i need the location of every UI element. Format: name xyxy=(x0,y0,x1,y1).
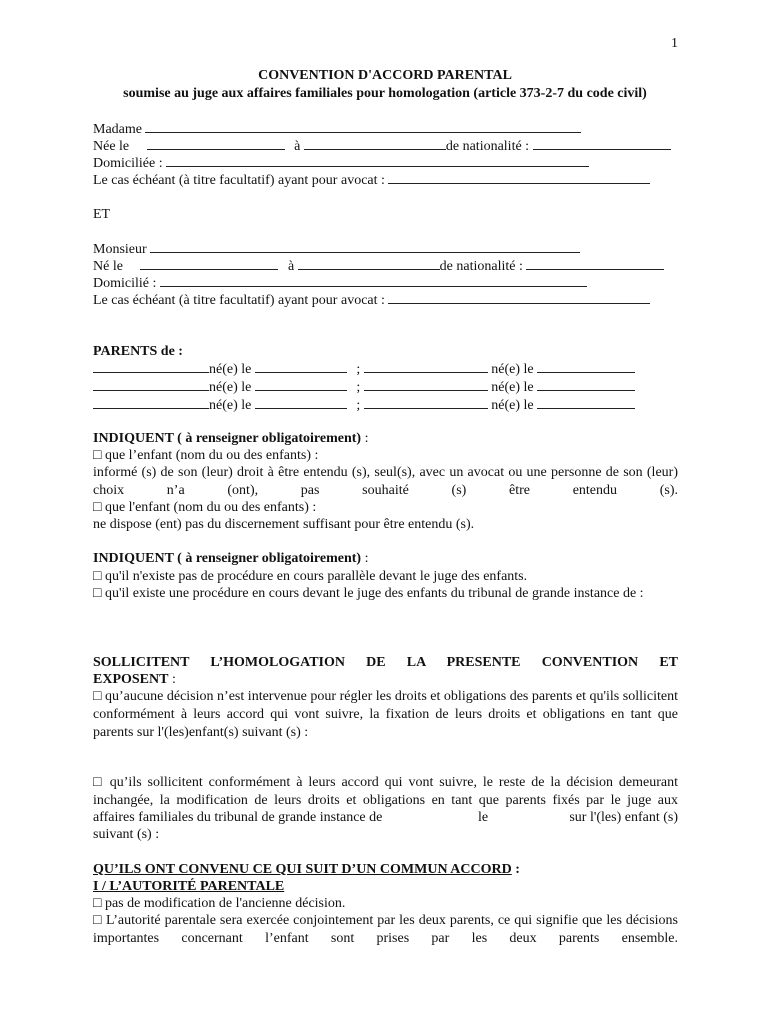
child-ne-label: né(e) le xyxy=(491,362,534,377)
madame-domicile-line xyxy=(93,154,589,172)
child-birthdate-field[interactable] xyxy=(255,360,347,373)
madame-nationalite-label: de nationalité : xyxy=(445,139,530,154)
sollicitent-option-2-line-3: suivant (s) : xyxy=(93,827,160,842)
section-autorite-parentale: I / L’AUTORITÉ PARENTALE xyxy=(93,879,285,894)
child-name-field[interactable] xyxy=(364,378,488,391)
child-separator: ; xyxy=(356,380,361,395)
child-birthdate-field[interactable] xyxy=(255,378,347,391)
monsieur-avocat-field[interactable] xyxy=(388,291,650,304)
document-subtitle: soumise au juge aux affaires familiales pour homologation (article 373-2-7 du code civil) xyxy=(123,86,647,101)
child-separator: ; xyxy=(356,398,361,413)
child-row xyxy=(93,360,635,378)
monsieur-domicile-field[interactable] xyxy=(160,274,587,287)
madame-avocat-label: Le cas échéant (à titre facultatif) ayant pour avocat : xyxy=(93,173,385,188)
child-row xyxy=(93,396,635,414)
child-ne-label: né(e) le xyxy=(491,380,534,395)
sollicitent-heading: SOLLICITENT L’HOMOLOGATION DE LA PRESENTE CONVENTION ET xyxy=(93,655,678,670)
madame-domicile-field[interactable] xyxy=(166,154,589,167)
madame-domicile-label: Domiciliée : xyxy=(93,156,163,171)
child-ne-label: né(e) le xyxy=(209,380,252,395)
indiquent-1-option-1[interactable]: □ que l’enfant (nom du ou des enfants) : xyxy=(93,448,319,463)
monsieur-avocat-label: Le cas échéant (à titre facultatif) ayant pour avocat : xyxy=(93,293,385,308)
madame-birthplace-field[interactable] xyxy=(304,137,446,150)
sollicitent-option-2-line-2 xyxy=(93,809,678,826)
madame-birthdate-field[interactable] xyxy=(147,137,285,150)
monsieur-birthplace-field[interactable] xyxy=(298,257,440,270)
parents-heading: PARENTS de : xyxy=(93,344,183,359)
indiquent-1-option-2-text: ne dispose (ent) pas du discernement suffisant pour être entendu (s). xyxy=(93,517,475,532)
accord-option-2[interactable]: □ L’autorité parentale sera exercée conjointement par les deux parents, ce qui signifie que les décisions importantes concernant l’enfant sont prises par les deux parents ensemble. xyxy=(93,913,678,946)
indiquent-2-heading-line xyxy=(93,550,368,567)
monsieur-avocat-line xyxy=(93,291,650,309)
madame-birth-line xyxy=(93,137,671,155)
madame-nationalite-field[interactable] xyxy=(533,137,671,150)
child-name-field[interactable] xyxy=(364,396,488,409)
indiquent-2-heading: INDIQUENT ( à renseigner obligatoirement) xyxy=(93,551,362,566)
madame-line xyxy=(93,120,581,138)
madame-avocat-field[interactable] xyxy=(388,171,650,184)
madame-nee-label: Née le xyxy=(93,139,130,154)
child-birthdate-field[interactable] xyxy=(537,378,635,391)
child-name-field[interactable] xyxy=(93,360,209,373)
child-row xyxy=(93,378,635,396)
sollicitent-option-1[interactable]: □ qu’aucune décision n’est intervenue pour régler les droits et obligations des parents et qu'ils sollicitent conformément à leurs accord qui vont suivre, la fixation de leurs droits et obligations en tant que parents sur l'(les)enfant(s) suivant (s) : xyxy=(93,689,678,740)
monsieur-name-field[interactable] xyxy=(150,240,580,253)
monsieur-birth-line xyxy=(93,257,664,275)
indiquent-1-heading-line xyxy=(93,430,368,447)
madame-name-field[interactable] xyxy=(145,120,581,133)
tribunal-label: affaires familiales du tribunal de grande instance de xyxy=(93,810,383,825)
accord-heading: QU’ILS ONT CONVENU CE QUI SUIT D’UN COMMUN ACCORD xyxy=(93,862,512,877)
indiquent-2-colon: : xyxy=(361,551,369,566)
document-title: CONVENTION D'ACCORD PARENTAL xyxy=(258,68,512,83)
child-separator: ; xyxy=(356,362,361,377)
indiquent-1-option-1-text: informé (s) de son (leur) droit à être entendu (s), seul(s), avec un avocat ou une personne de son (leur) choix n’a (ont), pas souhaité (s) être entendu (s). xyxy=(93,465,678,498)
date-le-label: le xyxy=(478,810,489,825)
child-name-field[interactable] xyxy=(364,360,488,373)
indiquent-1-heading: INDIQUENT ( à renseigner obligatoirement) xyxy=(93,431,362,446)
child-ne-label: né(e) le xyxy=(491,398,534,413)
child-birthdate-field[interactable] xyxy=(255,396,347,409)
sollicitent-option-2[interactable]: □ qu’ils sollicitent conformément à leurs accord qui vont suivre, le reste de la décision demeurant inchangée, la modification de leurs droits et obligations en tant que parents fixés par le juge aux xyxy=(93,775,678,808)
monsieur-ne-label: Né le xyxy=(93,259,123,274)
monsieur-nationalite-field[interactable] xyxy=(526,257,664,270)
indiquent-1-colon: : xyxy=(361,431,369,446)
exposent-colon: : xyxy=(168,672,176,687)
monsieur-line xyxy=(93,240,580,258)
madame-a-label: à xyxy=(294,139,301,154)
enfants-label: sur l'(les) enfant (s) xyxy=(569,810,678,825)
page-number: 1 xyxy=(671,36,678,51)
et-separator: ET xyxy=(93,207,111,222)
monsieur-domicile-line xyxy=(93,274,587,292)
accord-heading-line xyxy=(93,861,520,878)
accord-heading-colon: : xyxy=(511,862,520,877)
indiquent-2-option-2[interactable]: □ qu'il existe une procédure en cours devant le juge des enfants du tribunal de grande instance de : xyxy=(93,586,644,601)
monsieur-birthdate-field[interactable] xyxy=(140,257,278,270)
child-birthdate-field[interactable] xyxy=(537,360,635,373)
madame-avocat-line xyxy=(93,171,650,189)
madame-label: Madame xyxy=(93,122,142,137)
monsieur-domicile-label: Domicilié : xyxy=(93,276,157,291)
child-ne-label: né(e) le xyxy=(209,398,252,413)
indiquent-2-option-1[interactable]: □ qu'il n'existe pas de procédure en cours parallèle devant le juge des enfants. xyxy=(93,569,528,584)
child-ne-label: né(e) le xyxy=(209,362,252,377)
monsieur-a-label: à xyxy=(287,259,295,274)
monsieur-label: Monsieur xyxy=(93,242,147,257)
monsieur-nationalite-label: de nationalité : xyxy=(439,259,523,274)
exposent-heading: EXPOSENT xyxy=(93,672,169,687)
exposent-heading-line xyxy=(93,671,176,688)
indiquent-1-option-2[interactable]: □ que l'enfant (nom du ou des enfants) : xyxy=(93,500,317,515)
accord-option-1[interactable]: □ pas de modification de l'ancienne décision. xyxy=(93,896,346,911)
child-name-field[interactable] xyxy=(93,396,209,409)
child-name-field[interactable] xyxy=(93,378,209,391)
child-birthdate-field[interactable] xyxy=(537,396,635,409)
